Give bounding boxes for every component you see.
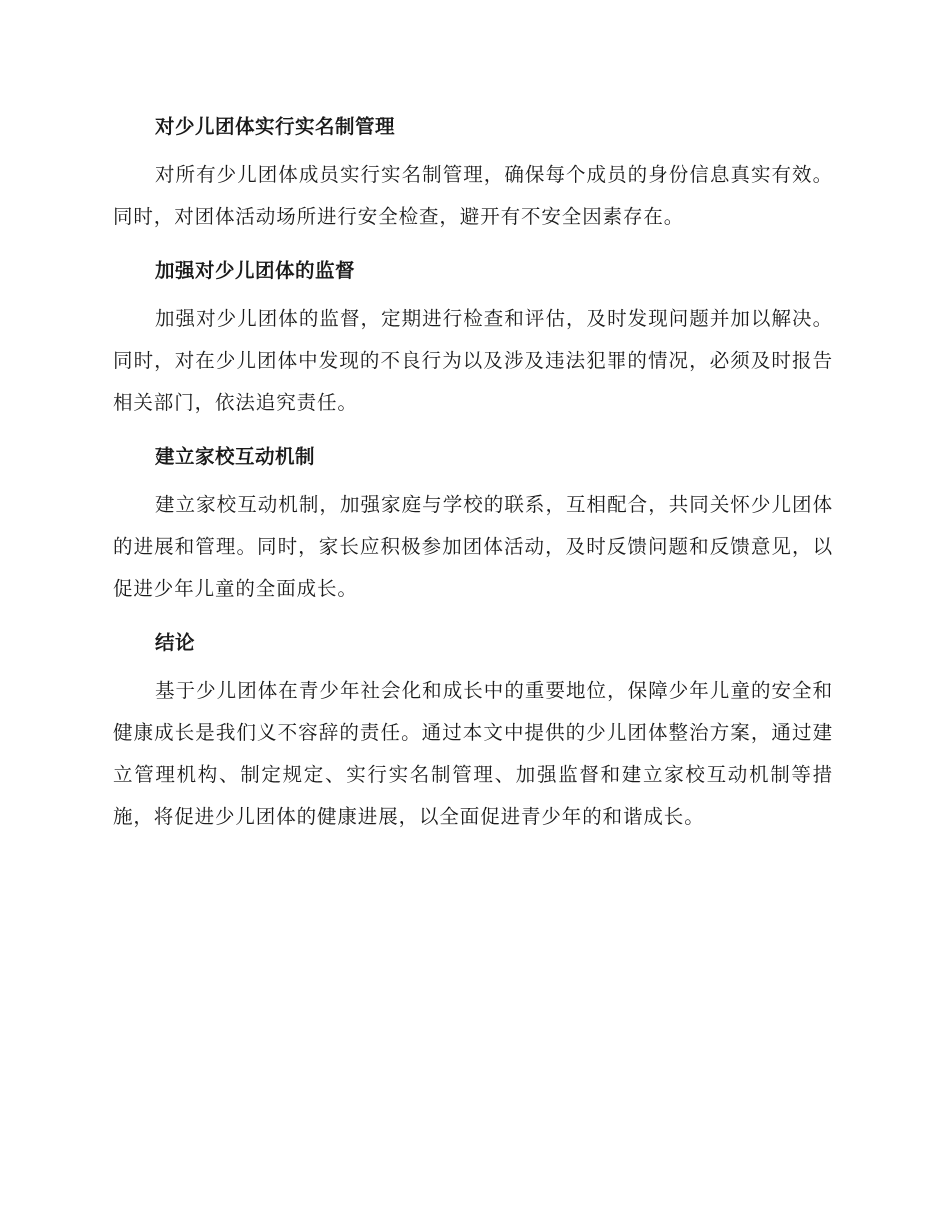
- section-real-name-management: [113, 106, 833, 238]
- section-paragraph: 基于少儿团体在青少年社会化和成长中的重要地位，保障少年儿童的安全和健康成长是我们义不容辞的责任。通过本文中提供的少儿团体整治方案，通过建立管理机构、制定规定、实行实名制管理、加强监督和建立家校互动机制等措施，将促进少儿团体的健康进展，以全面促进青少年的和谐成长。: [113, 679, 833, 828]
- section-heading: 建立家校互动机制: [155, 445, 316, 468]
- section-heading: 结论: [155, 631, 196, 654]
- section-heading: 对少儿团体实行实名制管理: [155, 115, 396, 138]
- document-content: [113, 106, 833, 838]
- section-paragraph: 加强对少儿团体的监督，定期进行检查和评估，及时发现问题并加以解决。同时，对在少儿团体中发现的不良行为以及涉及违法犯罪的情况，必须及时报告相关部门，依法追究责任。: [113, 307, 833, 414]
- section-supervision: [113, 250, 833, 424]
- section-paragraph: 对所有少儿团体成员实行实名制管理，确保每个成员的身份信息真实有效。同时，对团体活动场所进行安全检查，避开有不安全因素存在。: [113, 163, 833, 228]
- section-conclusion: [113, 622, 833, 838]
- section-home-school-interaction: [113, 436, 833, 610]
- section-heading: 加强对少儿团体的监督: [155, 259, 356, 282]
- section-paragraph: 建立家校互动机制，加强家庭与学校的联系，互相配合，共同关怀少儿团体的进展和管理。同时，家长应积极参加团体活动，及时反馈问题和反馈意见，以促进少年儿童的全面成长。: [113, 493, 833, 600]
